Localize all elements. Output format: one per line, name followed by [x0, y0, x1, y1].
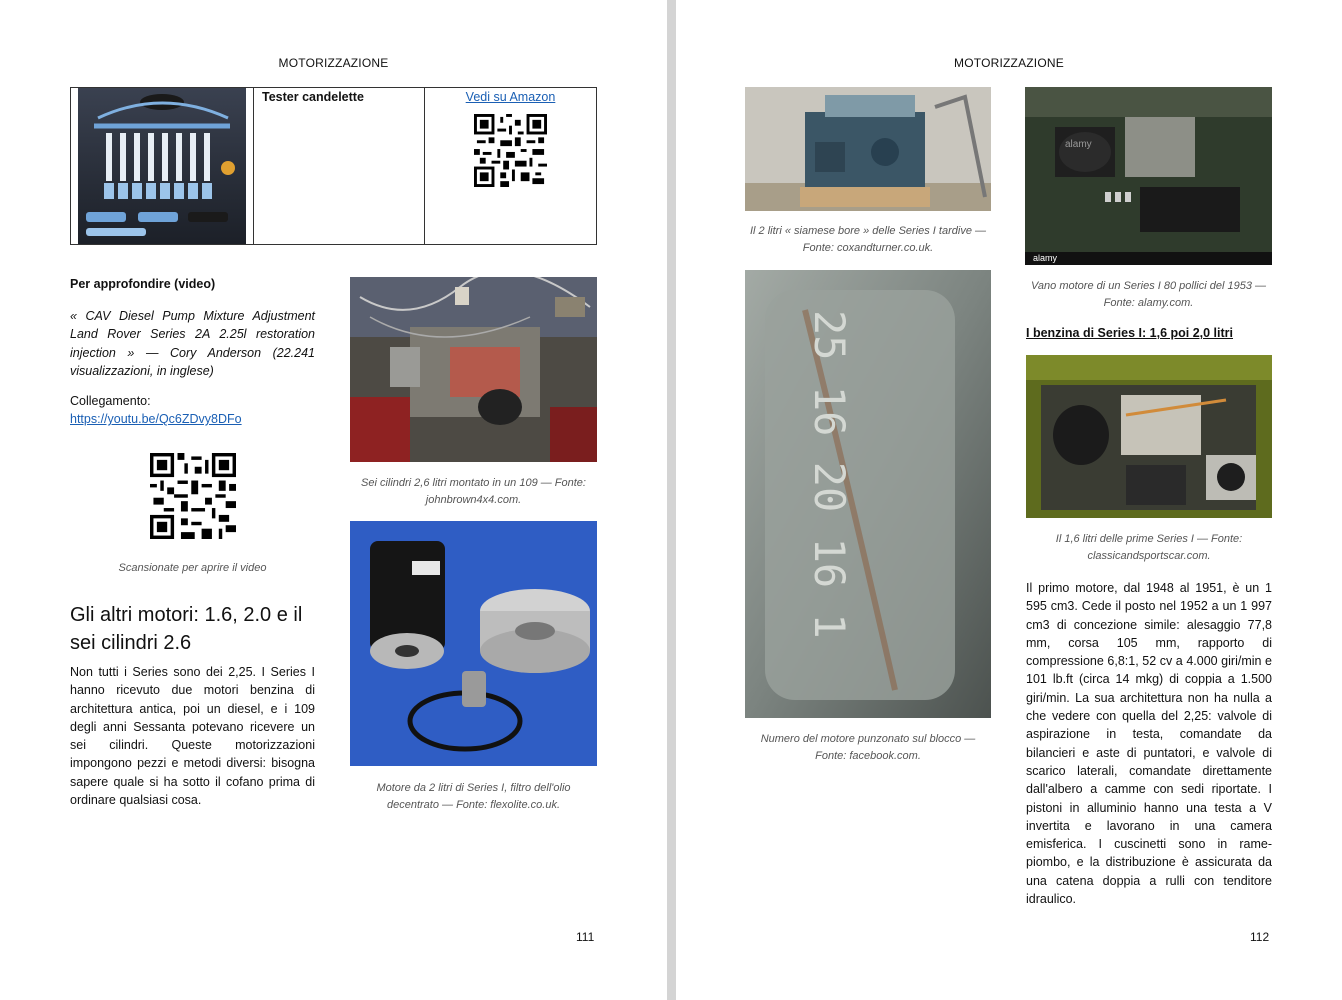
- oil-filter-caption: Motore da 2 litri di Series I, filtro dell'olio decentrato — Fonte: flexolite.co.uk.: [376, 782, 571, 811]
- video-url[interactable]: https://youtu.be/Qc6ZDvy8DFo: [70, 412, 242, 426]
- video-link-label: Collegamento:: [70, 394, 151, 408]
- engine-bay-photo: [1025, 87, 1272, 265]
- engine-bay-caption: Vano motore di un Series I 80 pollici del 1953 — Fonte: alamy.com.: [1030, 280, 1266, 309]
- amazon-link[interactable]: Vedi su Amazon: [465, 90, 556, 104]
- left-page: [0, 0, 667, 1000]
- page-gutter: [667, 0, 676, 1000]
- tester-link-cell: [425, 88, 596, 244]
- siamese-bore-caption: Il 2 litri « siamese bore » delle Series I tardive — Fonte: coxandturner.co.uk.: [750, 225, 986, 254]
- oil-filter-photo: [350, 521, 597, 766]
- video-qr-caption: Scansionate per aprire il video: [118, 562, 267, 574]
- stamped-engine-number: 25 16 20 16 1: [805, 310, 854, 639]
- one-six-caption: Il 1,6 litri delle prime Series I — Fonte: classicandsportscar.com.: [1055, 533, 1243, 562]
- engine-number-photo: [745, 270, 991, 718]
- section-body: Non tutti i Series sono dei 2,25. I Series I hanno ricevuto due motori benzina di architettura antica, poi un diesel, e i 109 degli anni Sessanta potevano ricevere un sei cilindri. Queste motorizzazioni impongono pezzi e metodi diversi: bisogna sapere quale si ha sotto il cofano prima di ordinare qualsiasi cosa.: [70, 665, 315, 808]
- running-head: MOTORIZZAZIONE: [954, 56, 1064, 70]
- right-page: [676, 0, 1342, 1000]
- tester-image-cell: [71, 88, 254, 244]
- video-heading: Per approfondire (video): [70, 277, 216, 291]
- six-cylinder-caption: Sei cilindri 2,6 litri montato in un 109 — Fonte: johnbrown4x4.com.: [360, 477, 586, 506]
- tester-table: [70, 87, 597, 245]
- alamy-watermark-overlay: alamy: [1065, 139, 1092, 150]
- amazon-qr-code[interactable]: [474, 114, 547, 187]
- petrol-engines-subheading: I benzina di Series I: 1,6 poi 2,0 litri: [1026, 326, 1234, 340]
- glow-plug-tester-photo: [78, 88, 246, 244]
- running-head: MOTORIZZAZIONE: [278, 56, 389, 70]
- alamy-watermark: alamy: [1033, 253, 1058, 263]
- tester-name-cell: [254, 88, 425, 244]
- siamese-bore-engine-photo: [745, 87, 991, 211]
- video-description: « CAV Diesel Pump Mixture Adjustment Land Rover Series 2A 2.25l restoration injection » — Cory Anderson (22.241 visualizzazioni, in inglese): [70, 309, 315, 378]
- tester-name: Tester candelette: [262, 90, 364, 104]
- page-number: 112: [1250, 930, 1270, 944]
- petrol-engines-body: Il primo motore, dal 1948 al 1951, è un 1 595 cm3. Cede il posto nel 1952 a un 1 997 cm3 di concezione simile: alesaggio 77,8 mm, corsa 105 mm, rapporto di compressione 6,8:1, 52 cv a 4.000 giri/min e 101 lb.ft (circa 14 mkg) di coppia a 1.500 giri/min. La sua architettura non ha nulla a che vedere con quella del 2,25: valvole di aspirazione in testa, comandate da bilancieri e aste di puntatori, e valvole di scarico laterali, comandate direttamente dall'albero a camme con sedi riportate. I pistoni in alluminio hanno una testa a V invertita e lavorano in una camera emisferica. I cuscinetti sono in rame-piombo, e la distribuzione è assicurata da una catena doppia a rulli con tenditore idraulico.: [1026, 581, 1272, 907]
- section-title: Gli altri motori: 1.6, 2.0 e il sei cilindri 2.6: [70, 604, 303, 654]
- video-qr-code[interactable]: [150, 453, 236, 539]
- six-cylinder-engine-photo: [350, 277, 597, 462]
- page-number: 111: [576, 930, 595, 944]
- engine-number-caption: Numero del motore punzonato sul blocco — Fonte: facebook.com.: [760, 733, 976, 762]
- one-six-engine-photo: [1026, 355, 1272, 518]
